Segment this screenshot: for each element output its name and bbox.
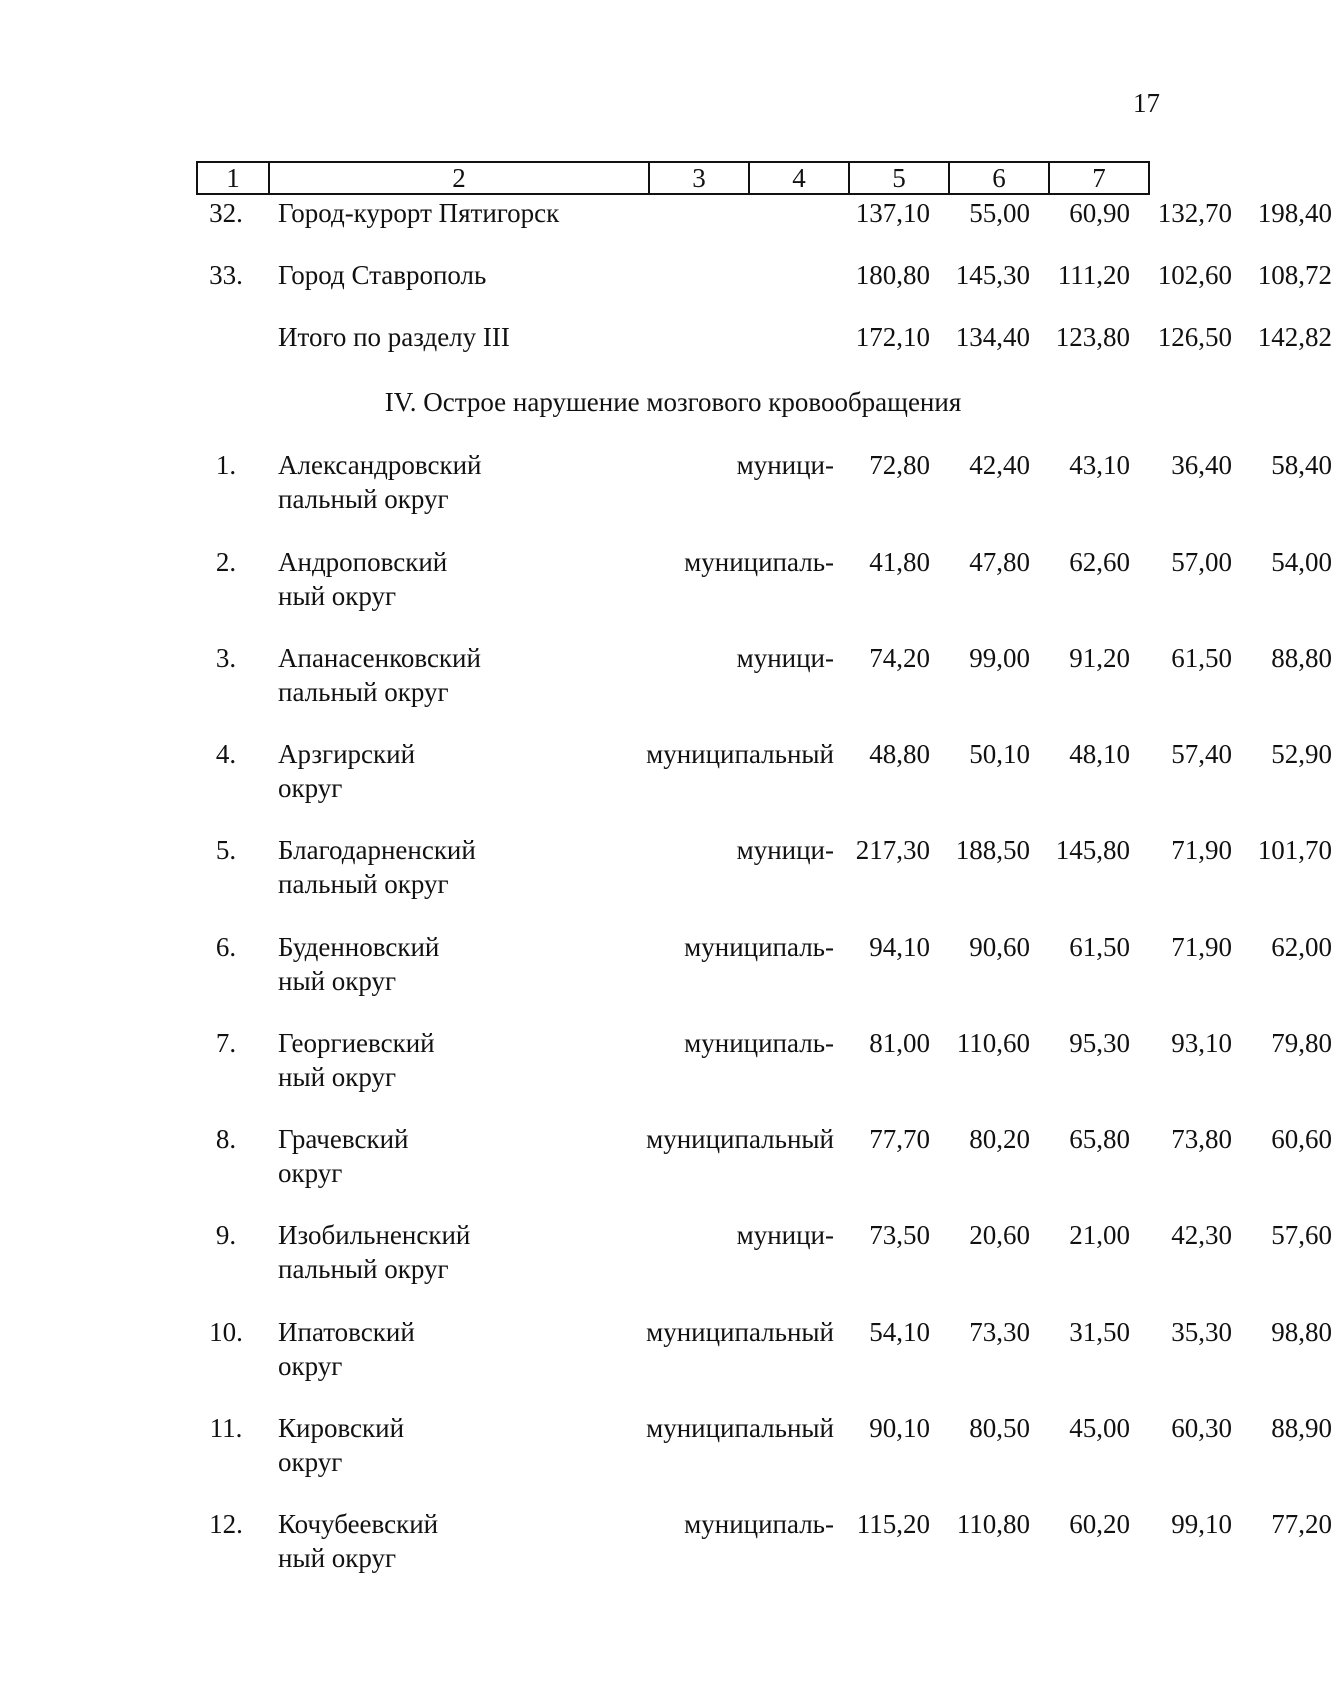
- value-col-5: 43,10: [1069, 450, 1130, 480]
- row-number: 9.: [215, 1220, 237, 1250]
- row-number: 6.: [215, 932, 237, 962]
- value-col-6: 57,00: [1171, 547, 1232, 577]
- row-number: 8.: [215, 1124, 237, 1154]
- value-col-3: 90,10: [869, 1413, 930, 1443]
- value-col-4: 80,20: [969, 1124, 1030, 1154]
- row-number: 5.: [215, 835, 237, 865]
- row-name-cont: округ: [278, 1158, 343, 1188]
- value-col-7: 198,40: [1257, 198, 1332, 228]
- row-name: Город Ставрополь: [278, 260, 487, 290]
- row-name-line1: Кочубеевский муниципаль-: [278, 1509, 834, 1539]
- row-number: 33.: [209, 260, 243, 290]
- value-col-4: 110,60: [956, 1028, 1030, 1058]
- row-name-line1: Кировский муниципальный: [278, 1413, 834, 1443]
- row-name: [278, 641, 834, 675]
- value-col-7: 88,80: [1271, 643, 1332, 673]
- row-name: [278, 1218, 834, 1252]
- value-col-7: 62,00: [1271, 932, 1332, 962]
- value-col-4: 42,40: [969, 450, 1030, 480]
- value-col-3: 73,50: [869, 1220, 930, 1250]
- value-col-7: 108,72: [1257, 260, 1332, 290]
- row-name: [278, 1122, 834, 1156]
- row-number: 2.: [215, 547, 237, 577]
- value-col-7: 54,00: [1271, 547, 1332, 577]
- value-col-5: 31,50: [1069, 1317, 1130, 1347]
- row-name-line1: Изобильненский муници-: [278, 1220, 834, 1250]
- row-number: 1.: [215, 450, 237, 480]
- value-col-6: 99,10: [1171, 1509, 1232, 1539]
- row-name-cont: округ: [278, 1351, 343, 1381]
- row-name-line1: Андроповский муниципаль-: [278, 547, 834, 577]
- row-name-line1: Александровский муници-: [278, 450, 834, 480]
- value-col-3: 48,80: [869, 739, 930, 769]
- row-number: 12.: [209, 1509, 243, 1539]
- value-col-5: 123,80: [1055, 322, 1130, 352]
- value-col-5: 95,30: [1069, 1028, 1130, 1058]
- header-cell-3: 3: [648, 163, 748, 193]
- value-col-3: 217,30: [855, 835, 930, 865]
- value-col-4: 20,60: [969, 1220, 1030, 1250]
- row-name-cont: округ: [278, 1447, 343, 1477]
- row-name-cont: ный округ: [278, 1062, 397, 1092]
- value-col-5: 60,90: [1069, 198, 1130, 228]
- value-col-5: 48,10: [1069, 739, 1130, 769]
- value-col-7: 79,80: [1271, 1028, 1332, 1058]
- row-name-cont: пальный округ: [278, 677, 449, 707]
- row-name-cont: ный округ: [278, 966, 397, 996]
- value-col-4: 188,50: [955, 835, 1030, 865]
- value-col-7: 57,60: [1271, 1220, 1332, 1250]
- row-name: [278, 737, 834, 771]
- header-cell-4: 4: [748, 163, 848, 193]
- value-col-5: 60,20: [1069, 1509, 1130, 1539]
- value-col-7: 142,82: [1257, 322, 1332, 352]
- value-col-4: 99,00: [969, 643, 1030, 673]
- value-col-6: 36,40: [1171, 450, 1232, 480]
- value-col-4: 145,30: [955, 260, 1030, 290]
- row-name: [278, 1411, 834, 1445]
- row-name: [278, 930, 834, 964]
- row-number: 3.: [215, 643, 237, 673]
- value-col-6: 73,80: [1171, 1124, 1232, 1154]
- row-name: [278, 1026, 834, 1060]
- row-name: Город-курорт Пятигорск: [278, 198, 560, 228]
- value-col-7: 58,40: [1271, 450, 1332, 480]
- value-col-3: 172,10: [855, 322, 930, 352]
- row-number: 11.: [209, 1413, 243, 1443]
- value-col-7: 98,80: [1271, 1317, 1332, 1347]
- row-name-cont: пальный округ: [278, 869, 449, 899]
- header-cell-2: 2: [268, 163, 648, 193]
- row-number: 4.: [215, 739, 237, 769]
- value-col-4: 55,00: [969, 198, 1030, 228]
- value-col-3: 81,00: [869, 1028, 930, 1058]
- value-col-6: 42,30: [1171, 1220, 1232, 1250]
- value-col-6: 71,90: [1171, 835, 1232, 865]
- value-col-4: 110,80: [956, 1509, 1030, 1539]
- value-col-5: 61,50: [1069, 932, 1130, 962]
- value-col-3: 180,80: [855, 260, 930, 290]
- row-name-line1: Благодарненский муници-: [278, 835, 834, 865]
- row-name-line1: Грачевский муниципальный: [278, 1124, 834, 1154]
- row-name-cont: пальный округ: [278, 484, 449, 514]
- value-col-3: 41,80: [869, 547, 930, 577]
- row-name-line1: Георгиевский муниципаль-: [278, 1028, 834, 1058]
- value-col-5: 111,20: [1057, 260, 1130, 290]
- value-col-3: 94,10: [869, 932, 930, 962]
- value-col-7: 60,60: [1271, 1124, 1332, 1154]
- value-col-5: 145,80: [1055, 835, 1130, 865]
- value-col-6: 60,30: [1171, 1413, 1232, 1443]
- value-col-4: 73,30: [969, 1317, 1030, 1347]
- value-col-4: 80,50: [969, 1413, 1030, 1443]
- value-col-6: 71,90: [1171, 932, 1232, 962]
- value-col-7: 88,90: [1271, 1413, 1332, 1443]
- row-name-line1: Апанасенковский муници-: [278, 643, 834, 673]
- row-number: 10.: [209, 1317, 243, 1347]
- row-name: [278, 1507, 834, 1541]
- row-name-line1: Арзгирский муниципальный: [278, 739, 834, 769]
- value-col-6: 61,50: [1171, 643, 1232, 673]
- value-col-5: 65,80: [1069, 1124, 1130, 1154]
- header-cell-7: 7: [1048, 163, 1148, 193]
- value-col-4: 50,10: [969, 739, 1030, 769]
- row-name-line1: Буденновский муниципаль-: [278, 932, 834, 962]
- header-cell-6: 6: [948, 163, 1048, 193]
- value-col-4: 134,40: [955, 322, 1030, 352]
- row-name: Итого по разделу III: [278, 322, 510, 352]
- value-col-6: 93,10: [1171, 1028, 1232, 1058]
- row-name: [278, 1315, 834, 1349]
- value-col-6: 102,60: [1157, 260, 1232, 290]
- section-title: IV. Острое нарушение мозгового кровообращения: [384, 387, 962, 417]
- value-col-5: 62,60: [1069, 547, 1130, 577]
- value-col-5: 21,00: [1069, 1220, 1130, 1250]
- row-name-cont: ный округ: [278, 581, 397, 611]
- table-header: [196, 161, 1150, 195]
- value-col-5: 45,00: [1069, 1413, 1130, 1443]
- header-cell-1: 1: [226, 163, 240, 193]
- page-number: 17: [1133, 88, 1160, 118]
- row-name: [278, 448, 834, 482]
- row-number: 32.: [209, 198, 243, 228]
- value-col-6: 126,50: [1157, 322, 1232, 352]
- value-col-3: 72,80: [869, 450, 930, 480]
- value-col-6: 57,40: [1171, 739, 1232, 769]
- header-cell-5: 5: [848, 163, 948, 193]
- value-col-4: 47,80: [969, 547, 1030, 577]
- row-name-cont: пальный округ: [278, 1254, 449, 1284]
- value-col-3: 115,20: [856, 1509, 930, 1539]
- value-col-3: 74,20: [869, 643, 930, 673]
- row-name-cont: округ: [278, 773, 343, 803]
- value-col-5: 91,20: [1069, 643, 1130, 673]
- row-name: [278, 833, 834, 867]
- value-col-7: 101,70: [1257, 835, 1332, 865]
- value-col-6: 132,70: [1157, 198, 1232, 228]
- row-name-line1: Ипатовский муниципальный: [278, 1317, 834, 1347]
- value-col-3: 54,10: [869, 1317, 930, 1347]
- value-col-7: 77,20: [1271, 1509, 1332, 1539]
- value-col-3: 77,70: [869, 1124, 930, 1154]
- value-col-7: 52,90: [1271, 739, 1332, 769]
- value-col-3: 137,10: [855, 198, 930, 228]
- row-name-cont: ный округ: [278, 1543, 397, 1573]
- value-col-4: 90,60: [969, 932, 1030, 962]
- value-col-6: 35,30: [1171, 1317, 1232, 1347]
- row-name: [278, 545, 834, 579]
- row-number: 7.: [215, 1028, 237, 1058]
